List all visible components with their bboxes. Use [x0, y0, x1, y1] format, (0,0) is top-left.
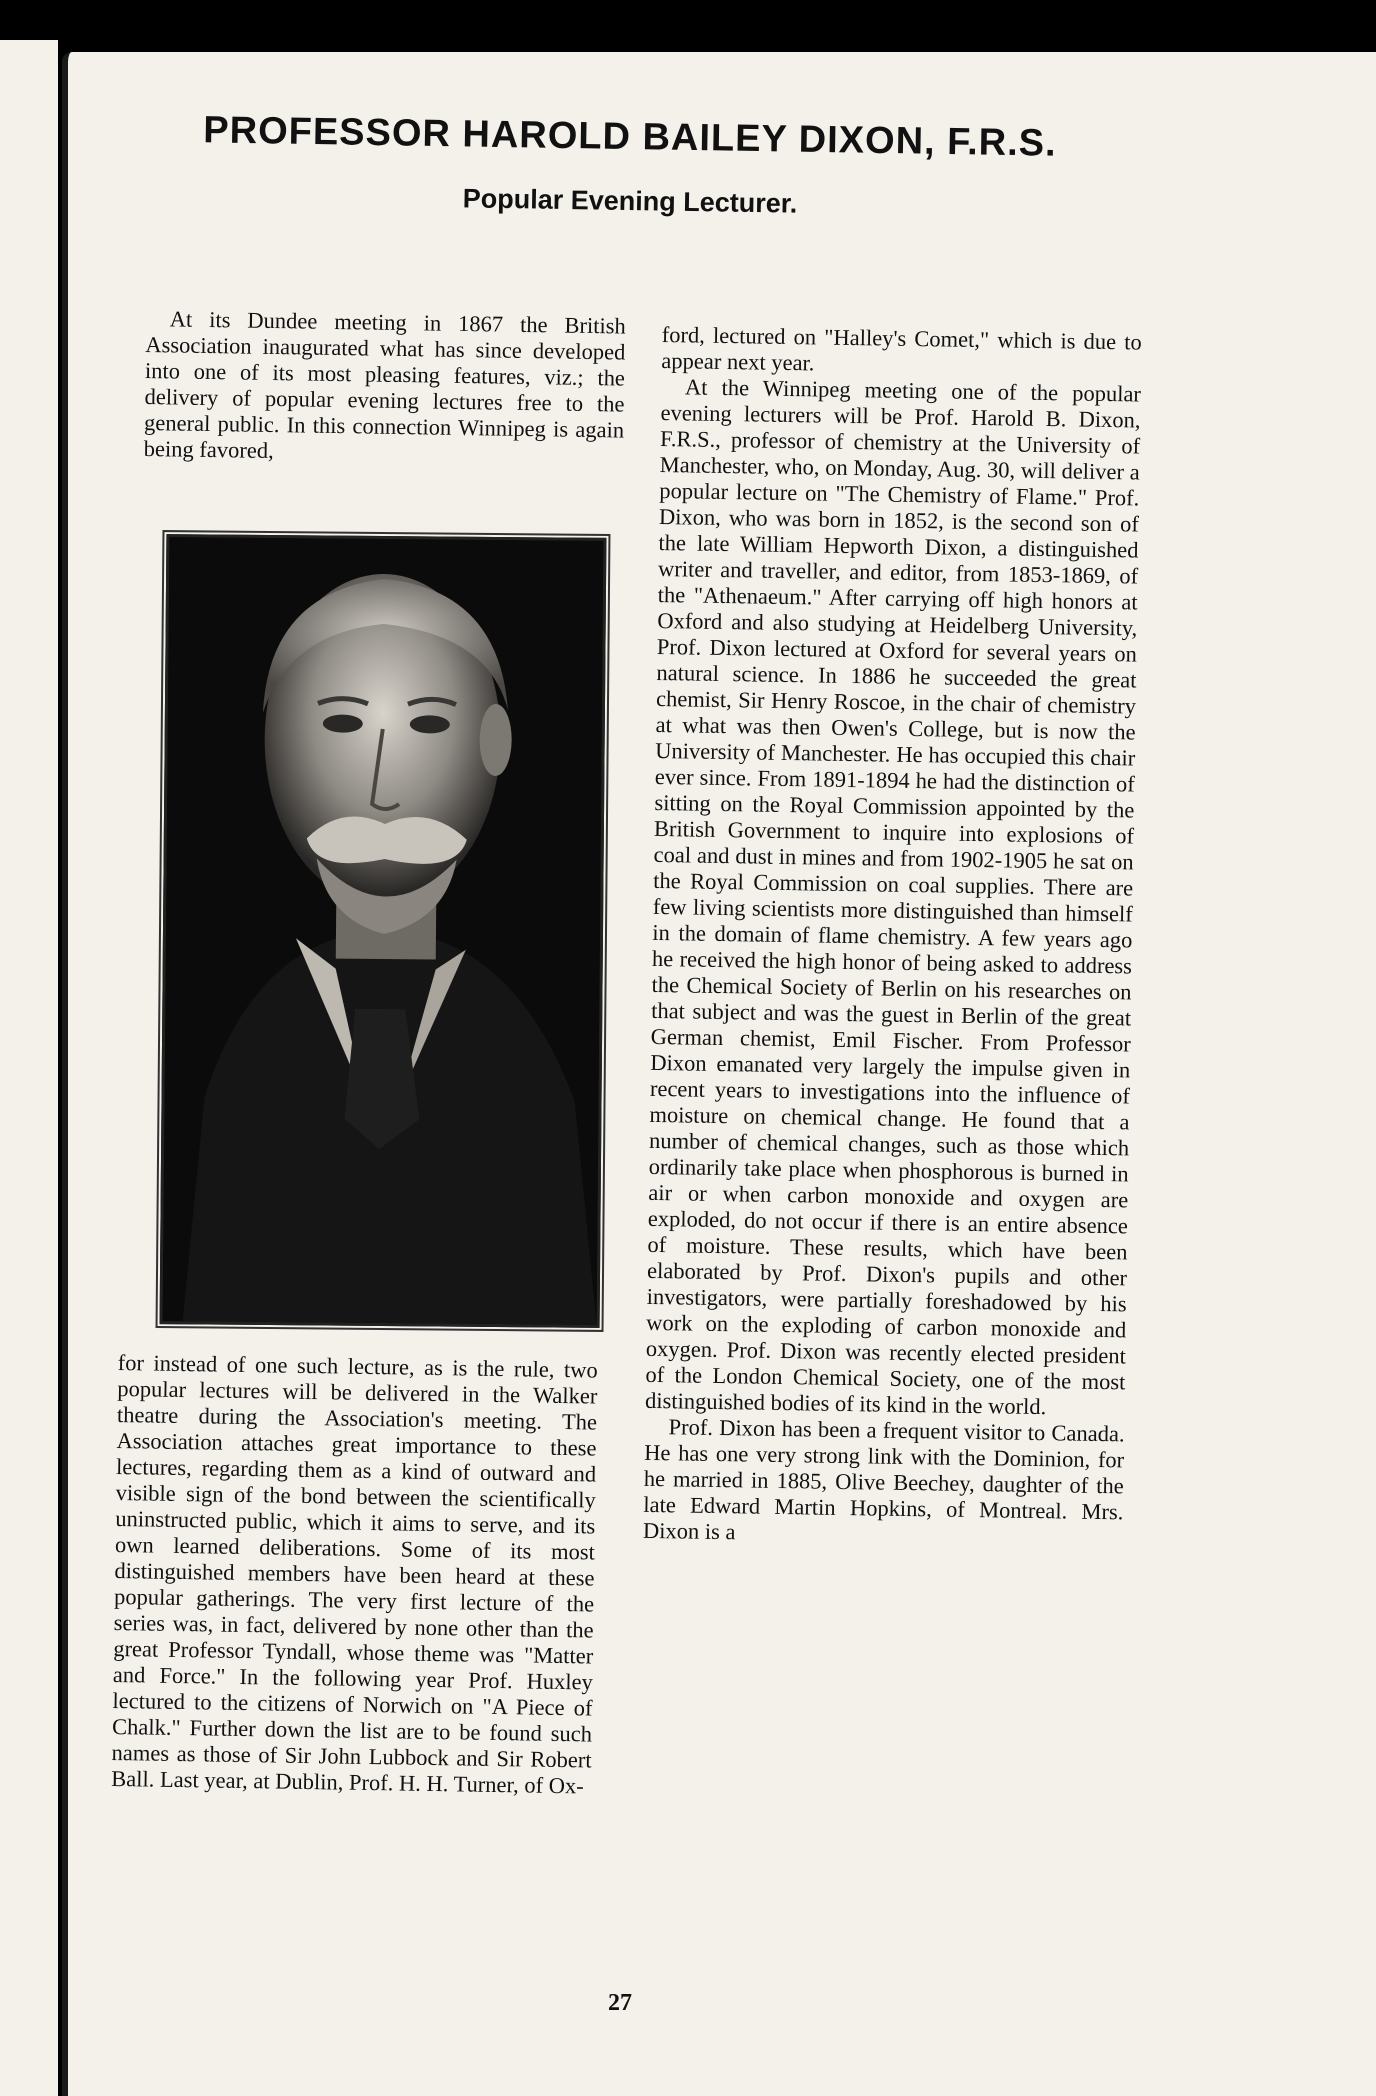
- body-paragraph: Prof. Dixon has been a frequent visitor to Canada. He has one very strong link with the Dominion, for he married in 1885, Olive Beechey, daughter of the late Edward Martin Hopkins, of Montreal. Mrs. Dixon is a: [642, 1414, 1125, 1545]
- article-title: PROFESSOR HAROLD BAILEY DIXON, F.R.S.: [203, 109, 1057, 165]
- portrait-photo: [160, 534, 607, 1328]
- adjacent-page-edge: [0, 40, 58, 2096]
- left-column-top: [144, 306, 626, 470]
- portrait-illustration: [163, 537, 604, 1325]
- page-number: 27: [608, 1990, 632, 2016]
- body-paragraph: At its Dundee meeting in 1867 the British Association inaugurated what has since developed into one of its most pleasing features, viz.; the delivery of popular evening lectures free to the general public. In this connection Winnipeg is again being favored,: [143, 306, 626, 464]
- left-column-bottom: [111, 1350, 598, 1799]
- right-column: [643, 322, 1142, 1551]
- body-paragraph: At the Winnipeg meeting one of the popular evening lecturers will be Prof. Harold B. Dixon, F.R.S., professor of chemistry at the University of Manchester, who, on Monday, Aug. 30, will deliver a popular lecture on "The Chemistry of Flame." Prof. Dixon, who was born in 1852, is the second son of the late William Hepworth Dixon, a distinguished writer and traveller, and editor, from 1853-1869, of the "Athenaeum." After carrying off high honors at Oxford and also studying at Heidelberg University, Prof. Dixon lectured at Oxford for several years on natural science. In 1886 he succeeded the great chemist, Sir Henry Roscoe, in the chair of chemistry at what was then Owen's College, but is now the University of Manchester. He has occupied this chair ever since. From 1891-1894 he had the distinction of sitting on the Royal Commission appointed by the British Government to inquire into explosions of coal and dust in mines and from 1902-1905 he sat on the Royal Commission on coal supplies. There are few living scientists more distinguished than himself in the domain of flame chemistry. A few years ago he received the high honor of being asked to address the Chemical Society of Berlin on his researches on that subject and was the guest in Berlin of the great German chemist, Emil Fischer. From Professor Dixon emanated very largely the impulse given in recent years to investigations into the influence of moisture on chemical change. He found that a number of chemical changes, such as those which ordinarily take place when phosphorous is burned in air or when carbon monoxide and oxygen are exploded, do not occur if there is an entire absence of moisture. These results, which have been elaborated by Prof. Dixon's pupils and other investigators, were partially foreshadowed by his work on the exploding of carbon monoxide and oxygen. Prof. Dixon was recently elected president of the London Chemical Society, one of the most distinguished bodies of its kind in the world.: [644, 374, 1142, 1420]
- article-subtitle: Popular Evening Lecturer.: [462, 183, 798, 219]
- body-paragraph: ford, lectured on "Halley's Comet," which is due to appear next year.: [661, 322, 1142, 376]
- body-paragraph: for instead of one such lecture, as is the rule, two popular lectures will be delivered in the Walker theatre during the Association's meeting. The Association attaches great importance to these lectures, regarding them as a kind of outward and visible sign of the bond between the scientifically uninstructed public, which it aims to serve, and its own learned deliberations. Some of its most distinguished members have been heard at these popular gatherings. The very first lecture of the series was, in fact, delivered by none other than the great Professor Tyndall, whose theme was "Matter and Force." In the following year Prof. Huxley lectured to the citizens of Norwich on "A Piece of Chalk." Further down the list are to be found such names as those of Sir John Lubbock and Sir Robert Ball. Last year, at Dublin, Prof. H. H. Turner, of Ox-: [111, 1350, 598, 1799]
